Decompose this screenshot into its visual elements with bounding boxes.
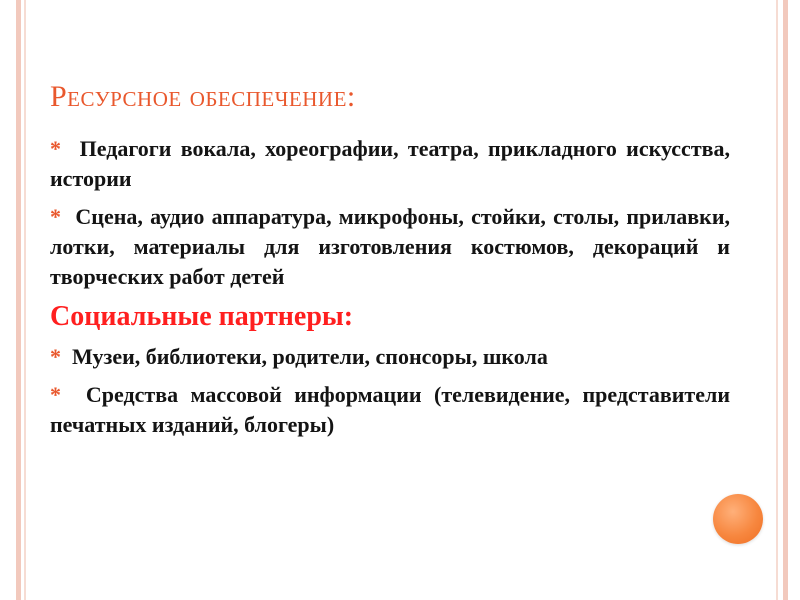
bullet-icon: * (50, 136, 80, 161)
partner-item-text: Средства массовой информации (телевидение, представители печатных изданий, блогеры) (50, 382, 731, 437)
frame-left-inner-line (24, 0, 26, 600)
slide-content (50, 134, 730, 448)
resource-item-text: Педагоги вокала, хореографии, театра, прикладного искусства, истории (50, 136, 731, 191)
partner-item (50, 380, 730, 440)
bullet-icon: * (50, 382, 86, 407)
resource-item (50, 202, 730, 292)
frame-left-line (16, 0, 21, 600)
resource-item-text: Сцена, аудио аппаратура, микрофоны, стойки, столы, прилавки, лотки, материалы для изготовления костюмов, декораций и творческих работ детей (50, 204, 731, 289)
partner-item-text: Музеи, библиотеки, родители, спонсоры, школа (72, 344, 548, 369)
slide-title: Ресурсное обеспечение: (50, 80, 356, 113)
partners-heading: Социальные партнеры: (50, 301, 354, 332)
frame-right-inner-line (776, 0, 778, 600)
orange-circle-decoration (713, 494, 763, 544)
bullet-icon: * (50, 344, 72, 369)
resource-item (50, 134, 730, 194)
partner-item (50, 342, 730, 372)
bullet-icon: * (50, 204, 76, 229)
frame-right-line (783, 0, 788, 600)
